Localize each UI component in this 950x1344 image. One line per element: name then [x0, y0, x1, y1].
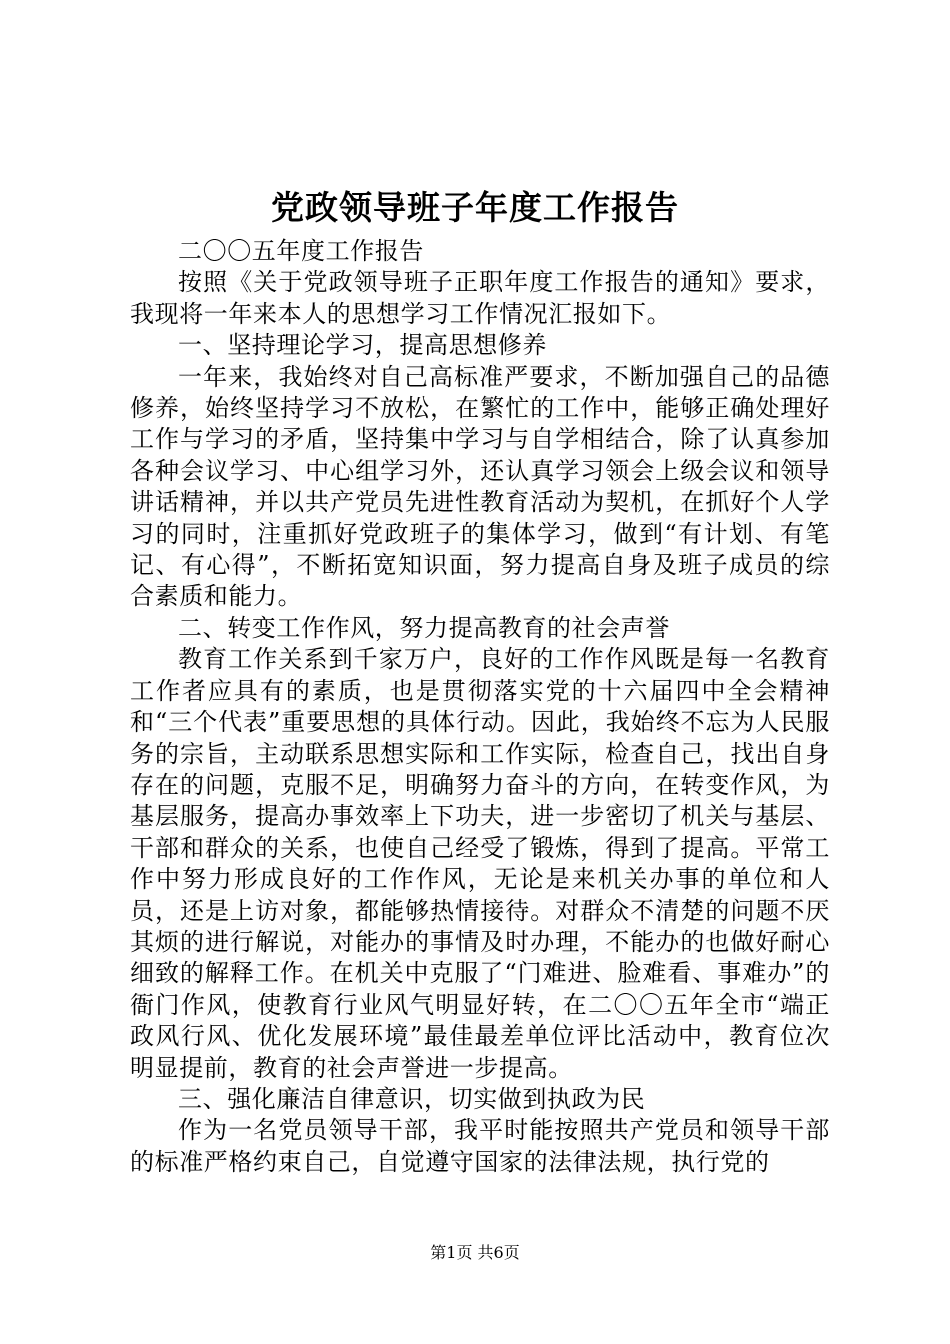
page-footer: 第1页 共6页 [430, 1243, 520, 1262]
paragraph-section-3: 作为一名党员领导干部，我平时能按照共产党员和领导干部的标准严格约束自己，自觉遵守国家的法律法规，执行党的 [130, 1116, 830, 1176]
paragraph-subtitle: 二〇〇五年度工作报告 [178, 237, 424, 265]
section-heading-2: 二、转变工作作风，努力提高教育的社会声誉 [178, 613, 670, 642]
paragraph-section-2: 教育工作关系到千家万户，良好的工作作风既是每一名教育工作者应具有的素质，也是贯彻落实党的十六届四中全会精神和“三个代表”重要思想的具体行动。因此，我始终不忘为人民服务的宗旨，主动联系思想实际和工作实际，检查自己，找出自身存在的问题，克服不足，明确努力奋斗的方向，在转变作风，为基层服务，提高办事效率上下功夫，进一步密切了机关与基层、干部和群众的关系，也使自己经受了锻炼，得到了提高。平常工作中努力形成良好的工作作风，无论是来机关办事的单位和人员，还是上访对象，都能够热情接待。对群众不清楚的问题不厌其烦的进行解说，对能办的事情及时办理，不能办的也做好耐心细致的解释工作。在机关中克服了“门难进、脸难看、事难办”的衙门作风，使教育行业风气明显好转，在二〇〇五年全市“端正政风行风、优化发展环境”最佳最差单位评比活动中，教育位次明显提前，教育的社会声誉进一步提高。 [130, 645, 830, 1082]
paragraph-intro: 按照《关于党政领导班子正职年度工作报告的通知》要求，我现将一年来本人的思想学习工作情况汇报如下。 [130, 268, 830, 328]
document-body [130, 236, 830, 1178]
paragraph-section-1: 一年来，我始终对自己高标准严要求，不断加强自己的品德修养，始终坚持学习不放松，在繁忙的工作中，能够正确处理好工作与学习的矛盾，坚持集中学习与自学相结合，除了认真参加各种会议学习、中心组学习外，还认真学习领会上级会议和领导讲话精神，并以共产党员先进性教育活动为契机，在抓好个人学习的同时，注重抓好党政班子的集体学习，做到“有计划、有笔记、有心得”，不断拓宽知识面，努力提高自身及班子成员的综合素质和能力。 [130, 362, 830, 611]
section-heading-3: 三、强化廉洁自律意识，切实做到执政为民 [178, 1084, 646, 1113]
section-heading-1: 一、坚持理论学习，提高思想修养 [178, 331, 547, 360]
document-title: 党政领导班子年度工作报告 [271, 188, 679, 227]
